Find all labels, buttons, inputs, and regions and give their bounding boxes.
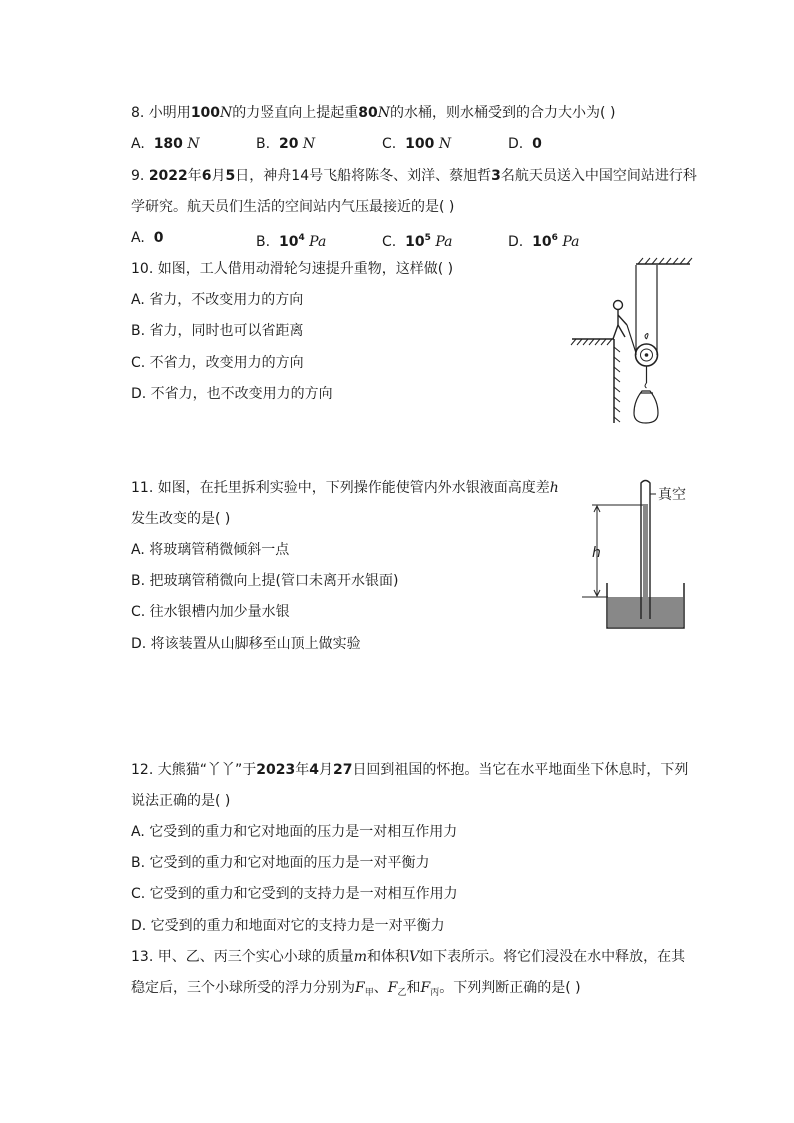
vacuum-label: 真空 [658,487,686,503]
q11-stem-line1: 11. 如图，在托里拆利实验中，下列操作能使管内外水银液面高度差h [131,480,559,496]
q12-option-c: C. 它受到的重力和它受到的支持力是一对相互作用力 [131,886,458,902]
pulley-figure [570,255,700,435]
q11-option-a: A. 将玻璃管稍微倾斜一点 [131,542,290,558]
q9-option-b: B. $10^4$ Pa [256,233,327,250]
q13-stem-line2: 稳定后，三个小球所受的浮力分别为$F_甲$、$F_乙$和$F_丙$。下列判断正确的是( ) [131,980,581,998]
q8-option-b: B. 20 N [256,136,316,152]
q12-stem-line1: 12. 大熊猫“丫丫”于2023年4月27日回到祖国的怀抱。当它在水平地面坐下休息时，下列 [131,762,689,778]
q9-option-d: D. $10^6$ Pa [508,233,580,250]
q12-option-d: D. 它受到的重力和地面对它的支持力是一对平衡力 [131,918,445,934]
rope [627,265,657,355]
h-label: h [592,545,601,561]
q9-stem-line2: 学研究。航天员们生活的空间站内气压最接近的是( ) [131,199,455,215]
q11-option-c: C. 往水银槽内加少量水银 [131,604,290,620]
ledge [571,339,620,423]
q10-option-c: C. 不省力，改变用力的方向 [131,355,304,371]
q8-option-c: C. 100 N [382,136,452,152]
q8-option-a: A. 180 N [131,136,200,152]
q12-stem-line2: 说法正确的是( ) [131,793,231,809]
q8-force-1: 100 [190,105,221,121]
movable-pulley-icon [636,334,658,388]
q11-stem-line2: 发生改变的是( ) [131,511,231,527]
q10-option-d: D. 不省力，也不改变用力的方向 [131,386,333,402]
q10-stem: 10. 如图，工人借用动滑轮匀速提升重物，这样做( ) [131,261,454,277]
q8-unit-2: N [377,105,391,121]
q9-stem-line1: 9. 2022年6月5日，神舟14号飞船将陈冬、刘洋、蔡旭哲3名航天员送入中国空间站进行科 [131,168,697,184]
vacuum-marker [650,486,686,503]
q13-stem-line1: 13. 甲、乙、丙三个实心小球的质量m和体积V如下表所示。将它们浸没在水中释放，在其 [131,949,686,965]
q8-unit-1: N [220,105,233,121]
q9-option-a: A. 0 [131,230,164,246]
q12-option-b: B. 它受到的重力和它对地面的压力是一对平衡力 [131,855,430,871]
q8-text-1: 8. 小明用 [131,105,191,121]
q11-option-b: B. 把玻璃管稍微向上提(管口未离开水银面) [131,573,399,589]
q8-text-2: 的力竖直向上提起重 [232,105,359,121]
q8-force-2: 80 [358,105,378,121]
ceiling [636,258,692,264]
q8-text-3: 的水桶，则水桶受到的合力大小为( ) [390,105,616,121]
q10-option-b: B. 省力，同时也可以省距离 [131,323,304,339]
q11-option-d: D. 将该装置从山脚移至山顶上做实验 [131,636,361,652]
weight-bag-icon [634,391,658,423]
worker-icon [613,301,627,340]
q8-option-d: D. 0 [508,136,542,152]
q12-option-a: A. 它受到的重力和它对地面的压力是一对相互作用力 [131,824,458,840]
q10-option-a: A. 省力，不改变用力的方向 [131,292,304,308]
torricelli-figure [580,478,710,633]
q8-stem [131,104,615,122]
q9-option-c: C. $10^5$ Pa [382,233,453,250]
